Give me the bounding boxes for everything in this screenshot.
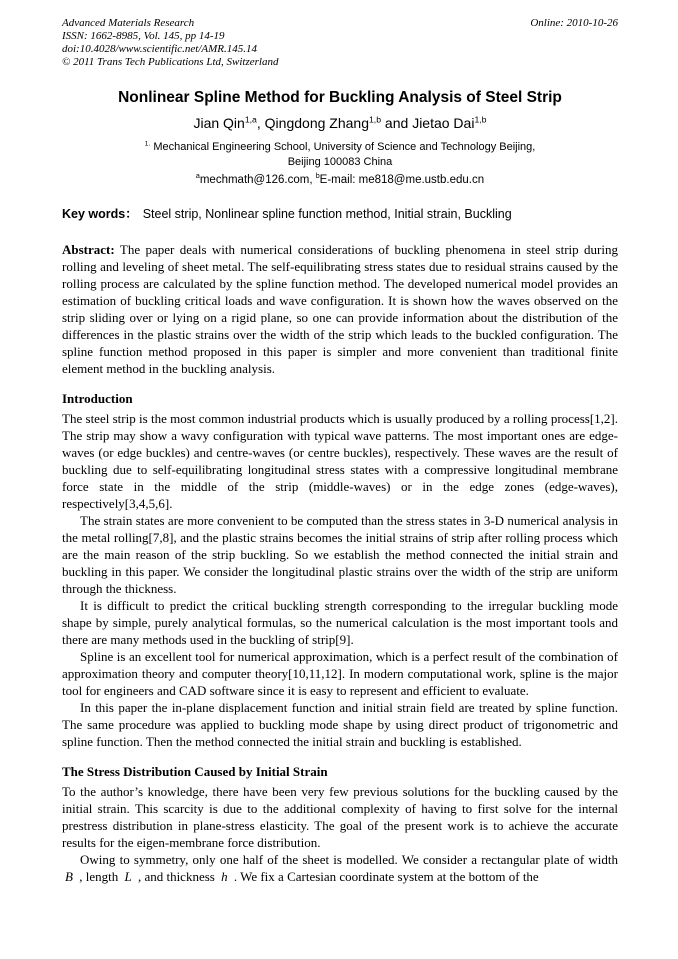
author-superscript: 1,b	[368, 114, 382, 125]
paragraph-with-math	[62, 851, 618, 885]
paragraph: The steel strip is the most common industrial products which is usually produced by a rolling process[1,2]. The strip may show a wavy configuration with typical wave patterns. The most important ones are edge-waves (or edge buckles) and centre-waves (or centre buckles), respectively. These waves are the result of buckling due to self-equilibrating longitudinal stress states with a compressive longitudinal membrane force state in the middle of the strip (middle-waves) or in the edge zones (edge-waves), respectively[3,4,5,6].	[62, 411, 618, 511]
author-superscript: 1,b	[474, 114, 487, 125]
email-superscript-a: a	[195, 172, 200, 181]
author-separator: ,	[256, 115, 265, 131]
section-heading-stress-distribution: The Stress Distribution Caused by Initial Strain	[62, 764, 328, 779]
paragraph-text: , and thickness	[134, 869, 219, 884]
abstract-text: The paper deals with numerical considerations of buckling phenomena in steel strip during rolling and leveling of sheet metal. The self-equilibrating stress states due to residual strains caused by the rolling process are calculated by the spline function method. The developed numerical model provides an estimation of buckling critical loads and wave configuration. It is shown how the waves observed on the strip sliding over or lying on a rigid plane, so one can provide information about the distribution of the differences in the plastic strains over the width of the strip which leads to the buckled configuration. The spline function method proposed in this paper is simpler and more convenient than traditional finite element method in the buckling analysis.	[62, 242, 618, 376]
abstract-paragraph	[62, 241, 618, 377]
keywords-text: Steel strip, Nonlinear spline function method, Initial strain, Buckling	[142, 207, 512, 221]
author-name: Jietao Dai	[412, 115, 475, 131]
email-b: E-mail: me818@me.ustb.edu.cn	[319, 174, 485, 186]
paragraph-text: . We fix a Cartesian coordinate system at the bottom of the	[230, 869, 539, 884]
keywords-label: Key words：	[62, 207, 138, 221]
paragraph-text: Owing to symmetry, only one half of the sheet is modelled. We consider a rectangular plate of width	[80, 852, 618, 867]
abstract-label: Abstract:	[62, 242, 115, 257]
author-name: Jian Qin	[193, 115, 245, 131]
affiliation-text: Mechanical Engineering School, University of Science and Technology Beijing,	[150, 141, 536, 153]
keywords-line	[62, 206, 618, 222]
author-name: Qingdong Zhang	[264, 115, 369, 131]
journal-header-left	[62, 17, 278, 69]
issn-line: ISSN: 1662-8985, Vol. 145, pp 14-19	[62, 30, 225, 42]
math-variable-h: h	[221, 869, 228, 884]
paper-title: Nonlinear Spline Method for Buckling Analysis of Steel Strip	[118, 89, 562, 106]
authors-line	[62, 114, 618, 133]
copyright-line: © 2011 Trans Tech Publications Ltd, Switzerland	[62, 56, 279, 68]
paper-body	[62, 241, 618, 885]
email-a: mechmath@126.com,	[199, 174, 316, 186]
paragraph: To the author’s knowledge, there have been very few previous solutions for the buckling caused by the initial strain. This scarcity is due to the additional complexity of having to first solve for the internal prestress distribution in plane-stress elasticity. The goal of the present work is to achieve the accurate results for the eigen-membrane force distribution.	[62, 784, 618, 850]
paragraph-text: , length	[75, 869, 122, 884]
affiliation	[62, 140, 618, 169]
paragraph: In this paper the in-plane displacement function and initial strain field are treated by spline function. The same procedure was applied to buckling mode shape by using direct product of trigonometric and spline function. Then the method connected the initial strain and buckling is established.	[62, 700, 618, 749]
emails-line	[62, 173, 618, 187]
author-separator: and	[381, 115, 413, 131]
affiliation-superscript: 1.	[144, 140, 151, 148]
doi-line: doi:10.4028/www.scientific.net/AMR.145.14	[62, 43, 258, 55]
affiliation-line-1	[62, 140, 618, 155]
email-superscript-b: b	[315, 172, 320, 181]
paragraph: It is difficult to predict the critical buckling strength corresponding to the irregular buckling mode shape by simple, purely analytical formulas, so the numerical calculation is the most important tools and there are many methods used in the buckling of strip[9].	[62, 598, 618, 647]
section-heading-introduction: Introduction	[62, 391, 133, 406]
affiliation-line-2: Beijing 100083 China	[287, 155, 393, 168]
math-variable-L: L	[124, 869, 132, 884]
author-superscript: 1,a	[244, 114, 257, 125]
journal-name: Advanced Materials Research	[62, 17, 195, 29]
paragraph: Spline is an excellent tool for numerical approximation, which is a perfect result of the combination of approximation theory and computer theory[10,11,12]. In modern computational work, spline is the major tool for engineers and CAD software since it is easy to represent and efficient to evaluate.	[62, 649, 618, 698]
math-variable-B: B	[65, 869, 73, 884]
online-date: Online: 2010-10-26	[530, 17, 618, 29]
journal-header	[62, 0, 618, 69]
paragraph: The strain states are more convenient to be computed than the stress states in 3-D numerical analysis in the metal rolling[7,8], and the plastic strains becomes the initial strains of strip after rolling process which are the main reason of the strip buckling. So we establish the method connected the initial strain and buckling in this paper. We consider the longitudinal plastic strains over the width of the strip are uniform through the thickness.	[62, 513, 618, 596]
